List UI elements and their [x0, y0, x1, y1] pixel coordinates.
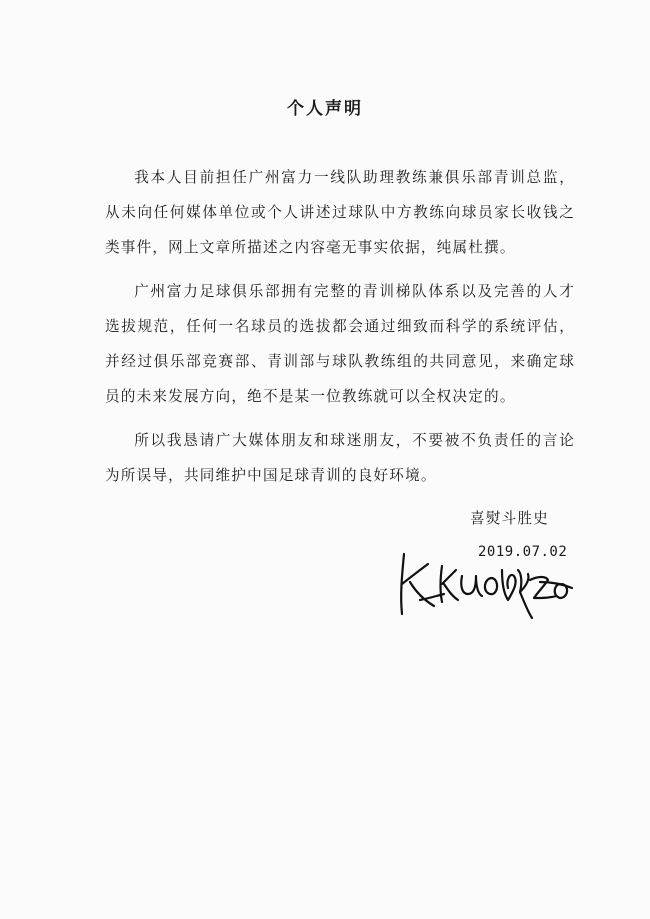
document-title: 个人声明	[287, 99, 363, 119]
signature-icon	[390, 540, 575, 620]
paragraph-3: 所以我恳请广大媒体朋友和球迷朋友，不要被不负责任的言论为所误导，共同维护中国足球青训的良好环境。	[105, 432, 575, 484]
statement-date: 2019.07.02	[478, 544, 568, 560]
paragraph-1: 我本人目前担任广州富力一线队助理教练兼俱乐部青训总监，从未向任何媒体单位或个人讲述过球队中方教练向球员家长收钱之类事件，网上文章所描述之内容毫无事实依据，纯属杜撰。	[105, 169, 575, 256]
author-name: 喜熨斗胜史	[470, 510, 549, 527]
statement-body	[105, 160, 575, 502]
paragraph-2: 广州富力足球俱乐部拥有完整的青训梯队体系以及完善的人才选拔规范，任何一名球员的选拔都会通过细致而科学的系统评估，并经过俱乐部竞赛部、青训部与球队教练组的共同意见，来确定球员的未来发展方向，绝不是某一位教练就可以全权决定的。	[105, 283, 575, 405]
